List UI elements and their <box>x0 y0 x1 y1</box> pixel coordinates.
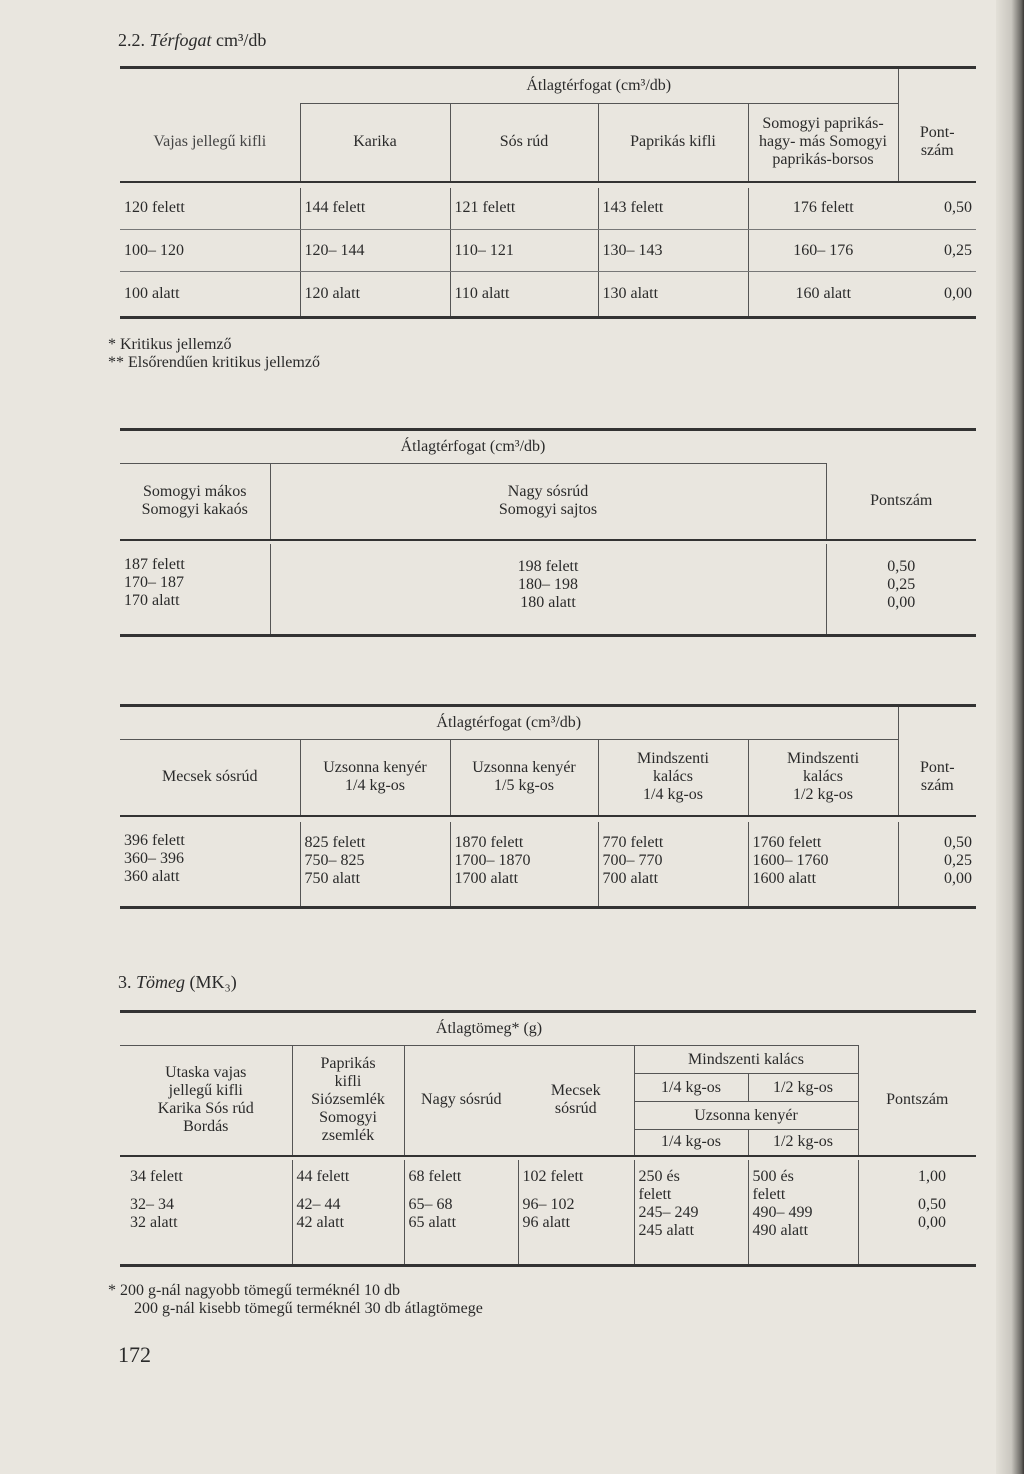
col-header: Karika <box>300 104 450 182</box>
cell: 250 és felett 245– 249 245 alatt <box>634 1160 748 1266</box>
group-header: Átlagtérfogat (cm³/db) <box>120 706 898 740</box>
section-heading-volume <box>118 30 266 51</box>
score-header: Pont- szám <box>898 104 976 182</box>
section-heading-mass <box>118 972 237 993</box>
col-header: Mecsek sósrúd <box>518 1046 634 1156</box>
sub-header: 1/2 kg-os <box>748 1074 858 1102</box>
table-row <box>120 822 976 908</box>
footnote: * 200 g-nál nagyobb tömegű terméknél 10 db <box>108 1282 400 1299</box>
section-unit: (MK₃) <box>189 972 237 992</box>
cell: 100 alatt <box>124 285 180 302</box>
page-number: 172 <box>118 1342 151 1367</box>
section-title: Tömeg <box>136 972 185 992</box>
cell: 100– 120 <box>120 230 300 272</box>
col-header: Somogyi paprikás-hagy- más Somogyi paprikás-borsos <box>748 104 898 182</box>
cell: 770 felett 700– 770 700 alatt <box>598 822 748 908</box>
sub-header: 1/2 kg-os <box>748 1130 858 1156</box>
footnote-list-2 <box>108 1282 483 1318</box>
table-row <box>120 230 976 272</box>
col-header-line: Nagy sósrúd <box>507 483 589 501</box>
section-title: Térfogat <box>149 30 212 50</box>
col-header: Sós rúd <box>450 104 598 182</box>
col-header: Utaska vajas jellegű kifli Karika Sós rúd Bordás <box>120 1046 292 1156</box>
col-header: Uzsonna kenyér 1/4 kg-os <box>300 740 450 816</box>
col-header: Mindszenti kalács 1/4 kg-os <box>598 740 748 816</box>
cell: 110– 121 <box>450 230 598 272</box>
cell: 130 alatt <box>598 272 748 318</box>
cell: 187 felett 170– 187 170 alatt <box>124 555 185 609</box>
cell: 120 felett <box>120 188 300 230</box>
mass-table <box>120 1010 976 1267</box>
col-header <box>120 464 270 540</box>
cell: 500 és felett 490– 499 490 alatt <box>748 1160 858 1266</box>
cell: 1760 felett 1600– 1760 1600 alatt <box>748 822 898 908</box>
cell: 34 felett 32– 34 32 alatt <box>130 1167 183 1231</box>
cell: 121 felett <box>450 188 598 230</box>
cell: 144 felett <box>300 188 450 230</box>
score-cell: 0,50 0,25 0,00 <box>898 822 976 908</box>
cell: 198 felett 180– 198 180 alatt <box>270 544 826 636</box>
col-header: Vajas jellegű kifli <box>153 133 267 150</box>
col-header: Paprikás kifli <box>598 104 748 182</box>
score-cell: 0,00 <box>944 285 972 302</box>
group-subheader: Mindszenti kalács <box>634 1046 858 1074</box>
cell: 143 felett <box>598 188 748 230</box>
footnote-list-1 <box>108 336 320 372</box>
col-header-line: Somogyi mákos <box>142 483 247 501</box>
cell: 120– 144 <box>300 230 450 272</box>
sub-header: 1/4 kg-os <box>634 1130 748 1156</box>
cell: 110 alatt <box>450 272 598 318</box>
footnote: * Kritikus jellemző <box>108 336 232 353</box>
score-cell: 0,50 0,25 0,00 <box>826 544 976 636</box>
cell: 130– 143 <box>598 230 748 272</box>
volume-table-2 <box>120 428 976 637</box>
footnote: 200 g-nál kisebb tömegű terméknél 30 db átlagtömege <box>134 1300 483 1317</box>
table-row <box>120 1160 976 1266</box>
col-header <box>270 464 826 540</box>
col-header: Paprikás kifli Siózsemlék Somogyi zsemlék <box>292 1046 404 1156</box>
score-cell: 0,25 <box>898 230 976 272</box>
footnote: ** Elsőrendűen kritikus jellemző <box>108 354 320 371</box>
col-header-line: Somogyi kakaós <box>141 501 248 519</box>
col-header-line: Somogyi sajtos <box>498 501 598 519</box>
col-header: Mecsek sósrúd <box>161 768 258 786</box>
group-header: Átlagtömeg* (g) <box>435 1020 543 1037</box>
cell: 68 felett 65– 68 65 alatt <box>404 1160 518 1266</box>
cell: 1870 felett 1700– 1870 1700 alatt <box>450 822 598 908</box>
cell: 160– 176 <box>748 230 898 272</box>
col-header: Mindszenti kalács 1/2 kg-os <box>748 740 898 816</box>
group-header: Átlagtérfogat (cm³/db) <box>120 430 826 464</box>
cell: 396 felett 360– 396 360 alatt <box>124 831 185 885</box>
score-cell: 0,50 <box>898 188 976 230</box>
cell: 44 felett 42– 44 42 alatt <box>292 1160 404 1266</box>
table-row <box>120 188 976 230</box>
cell: 102 felett 96– 102 96 alatt <box>518 1160 634 1266</box>
cell: 120 alatt <box>300 272 450 318</box>
group-subheader: Uzsonna kenyér <box>634 1102 858 1130</box>
cell: 160 alatt <box>748 272 898 318</box>
cell: 825 felett 750– 825 750 alatt <box>300 822 450 908</box>
score-cell: 1,00 0,50 0,00 <box>858 1160 976 1266</box>
section-unit: cm³/db <box>216 30 267 50</box>
volume-table-3 <box>120 704 976 909</box>
page-edge-shadow <box>996 0 1024 1474</box>
score-header: Pontszám <box>826 464 976 540</box>
col-header: Nagy sósrúd <box>404 1046 518 1156</box>
section-number: 2.2. <box>118 30 145 50</box>
cell: 176 felett <box>748 188 898 230</box>
table-row <box>120 544 976 636</box>
group-header: Átlagtérfogat (cm³/db) <box>300 68 898 104</box>
col-header: Uzsonna kenyér 1/5 kg-os <box>450 740 598 816</box>
table-row <box>120 272 976 318</box>
volume-table-1 <box>120 66 976 319</box>
score-header: Pontszám <box>858 1046 976 1156</box>
section-number: 3. <box>118 972 132 992</box>
score-header: Pont- szám <box>898 740 976 816</box>
sub-header: 1/4 kg-os <box>634 1074 748 1102</box>
